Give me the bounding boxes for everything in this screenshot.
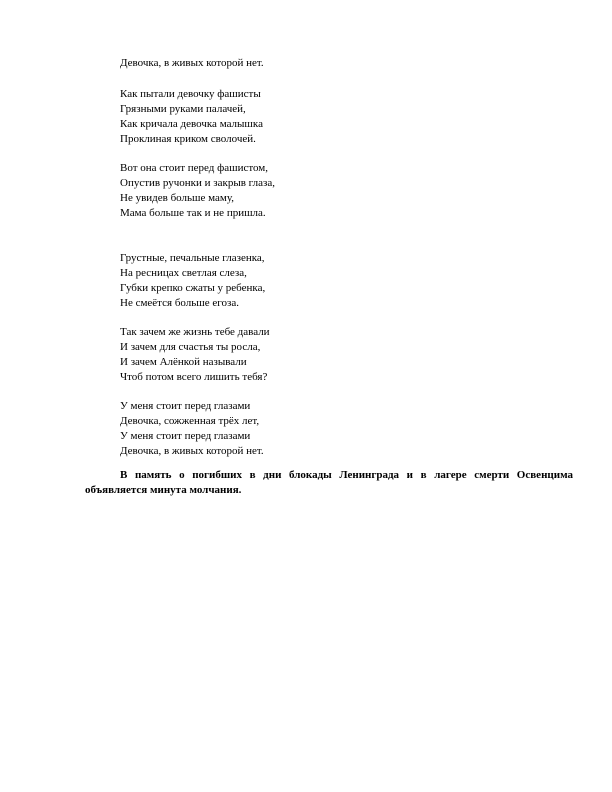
poem-line: Мама больше так и не пришла.: [120, 207, 266, 219]
poem-title: Девочка, в живых которой нет.: [120, 57, 264, 69]
stanza-1: [120, 87, 520, 147]
poem-line: Вот она стоит перед фашистом,: [120, 162, 269, 174]
poem-line: И зачем Алёнкой называли: [120, 356, 247, 368]
poem-line: Грязными руками палачей,: [120, 103, 246, 115]
stanza-4: [120, 325, 520, 385]
poem-line: Грустные, печальные глазенка,: [120, 252, 265, 264]
memorial-announcement: В память о погибших в дни блокады Ленинграда и в лагере смерти Освенцима объявляется минута молчания.: [85, 469, 573, 496]
poem-line: Не увидев больше маму,: [120, 192, 235, 204]
poem-line: У меня стоит перед глазами: [120, 430, 251, 442]
poem-line: И зачем для счастья ты росла,: [120, 341, 261, 353]
poem-line: Как кричала девочка малышка: [120, 118, 263, 130]
poem-line: Проклиная криком сволочей.: [120, 133, 256, 145]
poem: [120, 56, 520, 473]
poem-line: Девочка, сожженная трёх лет,: [120, 415, 260, 427]
poem-line: Не смеётся больше егоза.: [120, 297, 239, 309]
poem-line: Губки крепко сжаты у ребенка,: [120, 282, 266, 294]
stanza-2: [120, 161, 520, 221]
poem-line: Девочка, в живых которой нет.: [120, 445, 264, 457]
poem-line: Как пытали девочку фашисты: [120, 88, 261, 100]
stanza-3: [120, 251, 520, 311]
poem-line: На ресницах светлая слеза,: [120, 267, 247, 279]
poem-line: Так зачем же жизнь тебе давали: [120, 326, 270, 338]
poem-line: Опустив ручонки и закрыв глаза,: [120, 177, 275, 189]
poem-line: Чтоб потом всего лишить тебя?: [120, 371, 268, 383]
stanza-5: [120, 399, 520, 459]
poem-line: У меня стоит перед глазами: [120, 400, 251, 412]
